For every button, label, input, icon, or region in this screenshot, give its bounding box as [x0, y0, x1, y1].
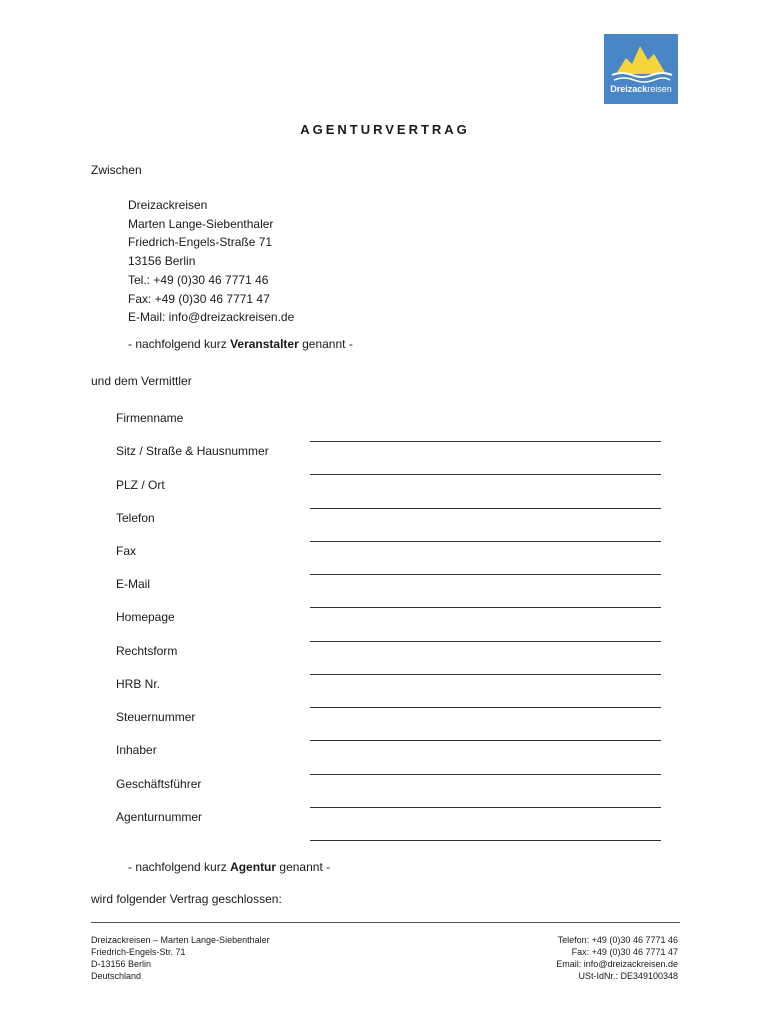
intro-text: Zwischen [91, 163, 142, 177]
field-line-email[interactable] [310, 607, 661, 608]
and-agent-text: und dem Vermittler [91, 374, 192, 388]
agent-designation: - nachfolgend kurz Agentur genannt - [128, 860, 331, 874]
footer-line: Telefon: +49 (0)30 46 7771 46 [557, 935, 678, 945]
footer-left [91, 934, 270, 982]
field-label-street: Sitz / Straße & Hausnummer [116, 444, 269, 458]
address-line: Dreizackreisen [128, 198, 208, 212]
footer-right [556, 934, 678, 982]
company-logo [604, 34, 678, 104]
field-line-legal-form[interactable] [310, 674, 661, 675]
footer-divider [91, 922, 680, 923]
field-line-hrb[interactable] [310, 707, 661, 708]
closing-text: wird folgender Vertrag geschlossen: [91, 892, 282, 906]
footer-line: Dreizackreisen – Marten Lange-Siebenthaler [91, 935, 270, 945]
field-label-agency-number: Agenturnummer [116, 810, 203, 824]
field-label-homepage: Homepage [116, 610, 175, 624]
footer-line: Deutschland [91, 971, 142, 981]
field-label-tax-number: Steuernummer [116, 710, 196, 724]
footer-line: Friedrich-Engels-Str. 71 [91, 947, 186, 957]
address-line: 13156 Berlin [128, 254, 196, 269]
field-label-phone: Telefon [116, 511, 155, 525]
address-line: E-Mail: info@dreizackreisen.de [128, 310, 295, 325]
field-label-firmenname: Firmenname [116, 411, 184, 425]
field-label-managing-director: Geschäftsführer [116, 777, 202, 791]
field-label-hrb: HRB Nr. [116, 677, 161, 691]
field-line-tax-number[interactable] [310, 740, 661, 741]
logo-wordmark: Dreizackreisen [610, 84, 672, 94]
footer-line: USt-IdNr.: DE349100348 [578, 971, 678, 981]
field-line-managing-director[interactable] [310, 807, 661, 808]
footer-line: Email: info@dreizackreisen.de [556, 959, 678, 969]
field-line-owner[interactable] [310, 774, 661, 775]
field-line-agency-number[interactable] [310, 840, 661, 841]
address-line: Marten Lange-Siebenthaler [128, 216, 274, 231]
field-label-zip-city: PLZ / Ort [116, 478, 165, 492]
field-line-homepage[interactable] [310, 641, 661, 642]
field-label-legal-form: Rechtsform [116, 644, 178, 658]
address-line: Friedrich-Engels-Straße 71 [128, 235, 273, 250]
field-label-owner: Inhaber [116, 743, 157, 757]
address-line: Fax: +49 (0)30 46 7771 47 [128, 291, 270, 306]
field-line-street[interactable] [310, 474, 661, 475]
document-title: AGENTURVERTRAG [300, 122, 470, 137]
organizer-designation: - nachfolgend kurz Veranstalter genannt - [128, 337, 353, 351]
field-line-fax[interactable] [310, 574, 661, 575]
field-label-email: E-Mail [116, 577, 151, 591]
field-label-fax: Fax [116, 544, 137, 558]
footer-line: D-13156 Berlin [91, 959, 152, 969]
footer-line: Fax: +49 (0)30 46 7771 47 [571, 947, 678, 957]
organizer-address [128, 196, 294, 327]
address-line: Tel.: +49 (0)30 46 7771 46 [128, 272, 269, 287]
field-line-phone[interactable] [310, 541, 661, 542]
field-line-firmenname[interactable] [310, 441, 661, 442]
field-line-zip-city[interactable] [310, 508, 661, 509]
